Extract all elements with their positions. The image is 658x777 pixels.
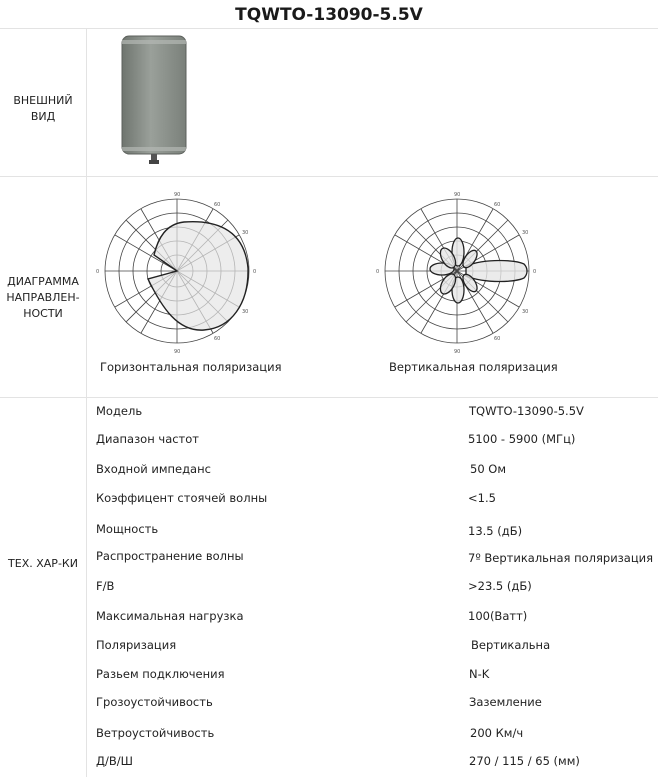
h-tick-right: 0 bbox=[253, 269, 257, 275]
v-tick-right-upper: 30 bbox=[522, 230, 529, 236]
horizontal-polarization-caption: Горизонтальная поляризация bbox=[100, 360, 282, 374]
v-tick-right: 0 bbox=[533, 269, 537, 275]
spec-row bbox=[87, 549, 658, 569]
h-tick-bottom: 90 bbox=[174, 349, 181, 355]
spec-value: 5100 - 5900 (МГц) bbox=[468, 432, 576, 446]
antenna-image bbox=[115, 34, 195, 168]
spec-name: Д/В/Ш bbox=[96, 754, 133, 768]
spec-row bbox=[87, 695, 658, 715]
spec-name: Мощность bbox=[96, 522, 159, 536]
pattern-label-line2: НАПРАВЛЕН- bbox=[6, 291, 80, 304]
v-tick-top: 90 bbox=[454, 192, 461, 198]
v-tick-upper-right: 60 bbox=[494, 202, 501, 208]
spec-row bbox=[87, 638, 658, 658]
page-title: TQWTO-13090-5.5V bbox=[235, 5, 423, 25]
v-tick-bottom: 90 bbox=[454, 349, 461, 355]
spec-value: N-K bbox=[469, 667, 490, 681]
spec-row bbox=[87, 432, 658, 452]
spec-value: 100(Ватт) bbox=[468, 609, 528, 623]
spec-row bbox=[87, 579, 658, 599]
appearance-label bbox=[0, 93, 86, 125]
table-border-top bbox=[0, 28, 658, 29]
pattern-label-line1: ДИАГРАММА bbox=[7, 275, 79, 288]
spec-name: Разьем подключения bbox=[96, 667, 225, 681]
spec-row bbox=[87, 609, 658, 629]
vertical-polarization-caption: Вертикальная поляризация bbox=[389, 360, 558, 374]
table-border-appearance-bottom bbox=[0, 176, 658, 177]
spec-name: Грозоустойчивость bbox=[96, 695, 213, 709]
spec-name: F/B bbox=[96, 579, 115, 593]
h-tick-upper-right: 60 bbox=[214, 202, 221, 208]
h-tick-right-lower: 30 bbox=[242, 309, 249, 315]
spec-value: Заземление bbox=[469, 695, 542, 709]
spec-value: TQWTO-13090-5.5V bbox=[469, 404, 584, 418]
spec-value: 7º Вертикальная поляризация bbox=[468, 551, 654, 565]
h-tick-right-upper: 30 bbox=[242, 230, 249, 236]
spec-value: 200 Км/ч bbox=[470, 726, 524, 740]
spec-value: 50 Ом bbox=[470, 462, 507, 476]
table-column-divider bbox=[86, 28, 87, 777]
spec-value: 270 / 115 / 65 (мм) bbox=[469, 754, 580, 768]
pattern-label bbox=[0, 274, 86, 322]
spec-name: Диапазон частот bbox=[96, 432, 199, 446]
spec-name: Распространение волны bbox=[96, 549, 244, 563]
spec-name: Модель bbox=[96, 404, 143, 418]
spec-name: Максимальная нагрузка bbox=[96, 609, 244, 623]
spec-row bbox=[87, 754, 658, 774]
appearance-label-line2: ВИД bbox=[30, 110, 56, 123]
table-border-pattern-bottom bbox=[0, 397, 658, 398]
spec-name: Поляризация bbox=[96, 638, 177, 652]
spec-name: Коэффицент стоячей волны bbox=[96, 491, 268, 505]
spec-row bbox=[87, 522, 658, 542]
spec-value: >23.5 (дБ) bbox=[468, 579, 532, 593]
vertical-polar-chart bbox=[376, 186, 542, 356]
v-tick-left: 0 bbox=[376, 269, 380, 275]
spec-name: Ветроустойчивость bbox=[96, 726, 215, 740]
pattern-label-line3: НОСТИ bbox=[23, 307, 63, 320]
spec-name: Входной импеданс bbox=[96, 462, 211, 476]
spec-row bbox=[87, 491, 658, 511]
spec-row bbox=[87, 404, 658, 424]
specs-label: ТЕХ. ХАР-КИ bbox=[8, 557, 78, 570]
v-tick-right-lower: 30 bbox=[522, 309, 529, 315]
spec-row bbox=[87, 667, 658, 687]
horizontal-polar-chart bbox=[96, 186, 262, 356]
h-tick-left: 0 bbox=[96, 269, 100, 275]
spec-value: Вертикальна bbox=[471, 638, 551, 652]
spec-value: 13.5 (дБ) bbox=[468, 524, 523, 538]
appearance-label-line1: ВНЕШНИЙ bbox=[13, 94, 73, 107]
h-tick-lower-right: 60 bbox=[214, 336, 221, 342]
h-tick-top: 90 bbox=[174, 192, 181, 198]
spec-value: <1.5 bbox=[468, 491, 496, 505]
spec-row bbox=[87, 726, 658, 746]
spec-row bbox=[87, 462, 658, 482]
v-tick-lower-right: 60 bbox=[494, 336, 501, 342]
